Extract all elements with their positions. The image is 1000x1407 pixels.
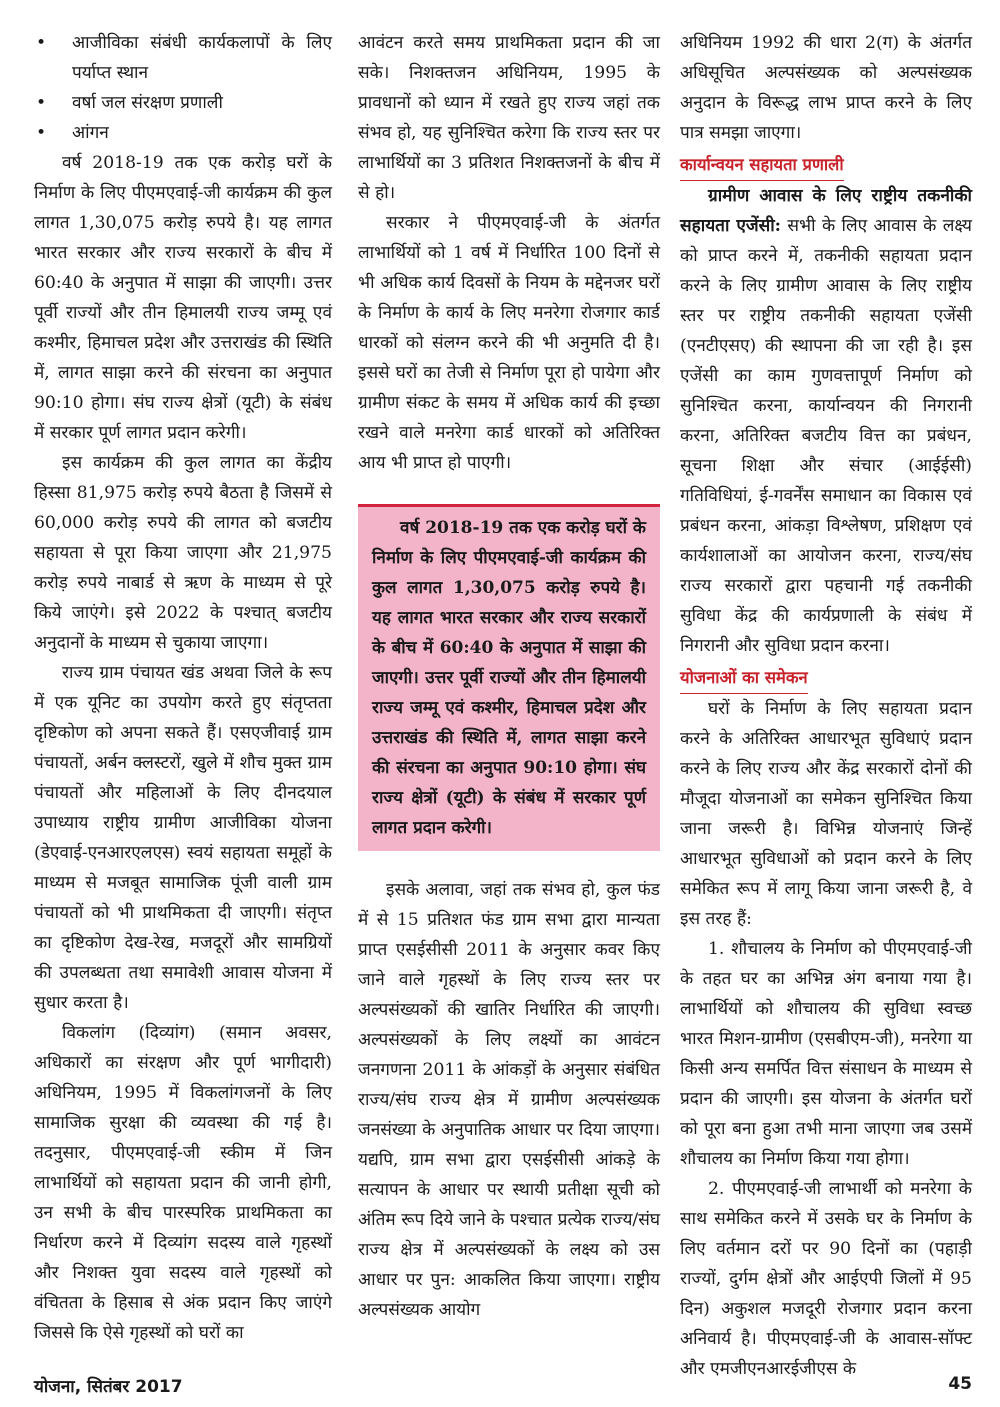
highlight-box [358,504,660,851]
paragraph: आवंटन करते समय प्राथमिकता प्रदान की जा सके। निशक्तजन अधिनियम, 1995 के प्रावधानों को ध्यान में रखते हुए राज्य जहां तक संभव हो, यह सुनिश्चित करेगा कि राज्य स्तर पर लाभार्थियों का 3 प्रतिशत निशक्तजनों के बीच में से हो। [358,33,660,203]
bullet-item: • आंगन [34,118,332,148]
column-1 [34,28,332,1348]
paragraph-lead: ग्रामीण आवास के लिए राष्ट्रीय तकनीकी सहायता एजेंसी: [680,186,972,236]
paragraph: वर्ष 2018-19 तक एक करोड़ घरों के निर्माण के लिए पीएमएवाई-जी कार्यक्रम की कुल लागत 1,30,075 करोड़ रुपये है। यह लागत भारत सरकार और राज्य सरकारों के बीच में 60:40 के अनुपात में साझा की जाएगी। उत्तर पूर्वी राज्यों और तीन हिमालयी राज्य जम्मू एवं कश्मीर, हिमाचल प्रदेश और उत्तराखंड की स्थिति में, लागत साझा करने की संरचना का अनुपात 90:10 होगा। संघ राज्य क्षेत्रों (यूटी) के संबंध में सरकार पूर्ण लागत प्रदान करेगी। [34,153,332,443]
column-3 [680,28,972,1384]
footer-magazine-date: योजना, सितंबर 2017 [34,1377,183,1397]
paragraph: विकलांग (दिव्यांग) (समान अवसर, अधिकारों का संरक्षण और पूर्ण भागीदारी) अधिनियम, 1995 में विकलांगजनों के लिए सामाजिक सुरक्षा की व्यवस्था की गई है। तदनुसार, पीएमएवाई-जी स्कीम में जिन लाभार्थियों को सहायता प्रदान की जानी होगी, उन सभी के बीच पारस्परिक प्राथमिकता का निर्धारण करने में दिव्यांग सदस्य वाले गृहस्थों और निशक्त युवा सदस्य वाले गृहस्थों को वंचितता के हिसाब से अंक प्रदान किए जाएंगे जिससे कि ऐसे गृहस्थों को घरों का [34,1023,332,1343]
section-heading: कार्यान्वयन सहायता प्रणाली [680,150,844,181]
bullet-item: • आजीविका संबंधी कार्यकलापों के लिए पर्याप्त स्थान [34,28,332,88]
bullet-list [34,28,332,148]
paragraph: 1. शौचालय के निर्माण को पीएमएवाई-जी के तहत घर का अभिन्न अंग बनाया गया है। लाभार्थियों को शौचालय की सुविधा स्वच्छ भारत मिशन-ग्रामीण (एसबीएम-जी), मनरेगा या किसी अन्य समर्पित वित्त संसाधन के माध्यम से प्रदान की जाएगी। इस योजना के अंतर्गत घरों को पूरा बना हुआ तभी माना जाएगा जब उसमें शौचालय का निर्माण किया गया होगा। [680,939,972,1169]
paragraph: 2. पीएमएवाई-जी लाभार्थी को मनरेगा के साथ समेकित करने में उसके घर के निर्माण के लिए वर्तमान दरों पर 90 दिनों का (पहाड़ी राज्यों, दुर्गम क्षेत्रों और आईएपी जिलों में 95 दिन) अकुशल मजदूरी रोजगार प्रदान करना अनिवार्य है। पीएमएवाई-जी के आवास-सॉफ्ट और एमजीएनआरईजीएस के [680,1179,972,1379]
paragraph: ग्रामीण आवास के लिए राष्ट्रीय तकनीकी सहायता एजेंसी: सभी के लिए आवास के लक्ष्य को प्राप्त करने में, तकनीकी सहायता प्रदान करने के लिए ग्रामीण आवास के लिए राष्ट्रीय स्तर पर राष्ट्रीय तकनीकी सहायता एजेंसी (एनटीएसए) की स्थापना की जा रही है। इस एजेंसी का काम गुणवत्तापूर्ण निर्माण को सुनिश्चित करना, कार्यान्वयन की निगरानी करना, अतिरिक्त बजटीय वित्त का प्रबंधन, सूचना शिक्षा और संचार (आईईसी) गतिविधियां, ई-गवर्नेंस समाधान का विकास एवं प्रबंधन करना, आंकड़ा विश्लेषण, प्रशिक्षण एवं कार्यशालाओं का आयोजन करना, राज्य/संघ राज्य सरकारों द्वारा पहचानी गई तकनीकी सुविधा केंद्र की कार्यप्रणाली के संबंध में निगरानी और सुविधा प्रदान करना। [680,186,973,656]
page-number: 45 [948,1374,972,1394]
section-heading: योजनाओं का समेकन [680,663,808,694]
bullet-icon: • [36,123,47,143]
highlight-text: वर्ष 2018-19 तक एक करोड़ घरों के निर्माण के लिए पीएमएवाई-जी कार्यक्रम की कुल लागत 1,30,075 करोड़ रुपये है। यह लागत भारत सरकार और राज्य सरकारों के बीच में 60:40 के अनुपात में साझा की जाएगी। उत्तर पूर्वी राज्यों और तीन हिमालयी राज्य जम्मू एवं कश्मीर, हिमाचल प्रदेश और उत्तराखंड की स्थिति में, लागत साझा करने की संरचना का अनुपात 90:10 होगा। संघ राज्य क्षेत्रों (यूटी) के संबंध में सरकार पूर्ण लागत प्रदान करेगी। [372,518,646,838]
bullet-icon: • [36,33,47,53]
bullet-icon: • [36,93,47,113]
paragraph: इस कार्यक्रम की कुल लागत का केंद्रीय हिस्सा 81,975 करोड़ रुपये बैठता है जिसमें से 60,000 करोड़ रुपये की लागत को बजटीय सहायता से पूरा किया जाएगा और 21,975 करोड़ रुपये नाबार्ड से ऋण के माध्यम से पूरे किये जाएंगे। इसे 2022 के पश्चात् बजटीय अनुदानों के माध्यम से चुकाया जाएगा। [34,453,332,653]
paragraph: सरकार ने पीएमएवाई-जी के अंतर्गत लाभार्थियों को 1 वर्ष में निर्धारित 100 दिनों से भी अधिक कार्य दिवसों के नियम के मद्देनजर घरों के निर्माण के कार्य के लिए मनरेगा रोजगार कार्ड धारकों को संलग्न करने की भी अनुमति दी है। इससे घरों का तेजी से निर्माण पूरा हो पायेगा और ग्रामीण संकट के समय में अधिक कार्य की इच्छा रखने वाले मनरेगा कार्ड धारकों को अतिरिक्त आय भी प्राप्त हो पाएगी। [358,213,660,473]
column-2 [358,28,660,1325]
paragraph: घरों के निर्माण के लिए सहायता प्रदान करने के अतिरिक्त आधारभूत सुविधाएं प्रदान करने के लिए राज्य और केंद्र सरकारों दोनों की मौजूदा योजनाओं का समेकन सुनिश्चित किया जाना जरूरी है। विभिन्न योजनाएं जिन्हें आधारभूत सुविधाओं को प्रदान करने के लिए समेकित रूप में लागू किया जाना जरूरी है, वे इस तरह हैं: [680,699,972,929]
bullet-item: • वर्षा जल संरक्षण प्रणाली [34,88,332,118]
paragraph: राज्य ग्राम पंचायत खंड अथवा जिले के रूप में एक यूनिट का उपयोग करते हुए संतृप्तता दृष्टिकोण को अपना सकते हैं। एसएजीवाई ग्राम पंचायतों, अर्बन क्लस्टरों, खुले में शौच मुक्त ग्राम पंचायतों और महिलाओं के लिए दीनदयाल उपाध्याय राष्ट्रीय ग्रामीण आजीविका योजना (डेएवाई-एनआरएलएस) स्वयं सहायता समूहों के माध्यम से मजबूत सामाजिक पूंजी वाली ग्राम पंचायतों को भी प्राथमिकता दी जाएगी। संतृप्त का दृष्टिकोण देख-रेख, मजदूरों और सामग्रियों की उपलब्धता तथा समावेशी आवास योजना में सुधार करता है। [34,663,332,1013]
paragraph: अधिनियम 1992 की धारा 2(ग) के अंतर्गत अधिसूचित अल्पसंख्यक को अल्पसंख्यक अनुदान के विरूद्ध लाभ प्राप्त करने के लिए पात्र समझा जाएगा। [680,33,972,143]
paragraph: इसके अलावा, जहां तक संभव हो, कुल फंड में से 15 प्रतिशत फंड ग्राम सभा द्वारा मान्यता प्राप्त एसईसीसी 2011 के अनुसार कवर किए जाने वाले गृहस्थों के लिए राज्य स्तर पर अल्पसंख्यकों की खातिर निर्धारित की जाएगी। अल्पसंख्यकों के लिए लक्ष्यों का आवंटन जनगणना 2011 के आंकड़ों के अनुसार संबंधित राज्य/संघ राज्य क्षेत्र में ग्रामीण अल्पसंख्यक जनसंख्या के अनुपातिक आधार पर दिया जाएगा। यद्यपि, ग्राम सभा द्वारा एसईसीसी आंकड़े के सत्यापन के आधार पर स्थायी प्रतीक्षा सूची को अंतिम रूप दिये जाने के पश्चात प्रत्येक राज्य/संघ राज्य क्षेत्र में अल्पसंख्यकों के लक्ष्य को उस आधार पर पुन: आकलित किया जाएगा। राष्ट्रीय अल्पसंख्यक आयोग [358,880,660,1320]
